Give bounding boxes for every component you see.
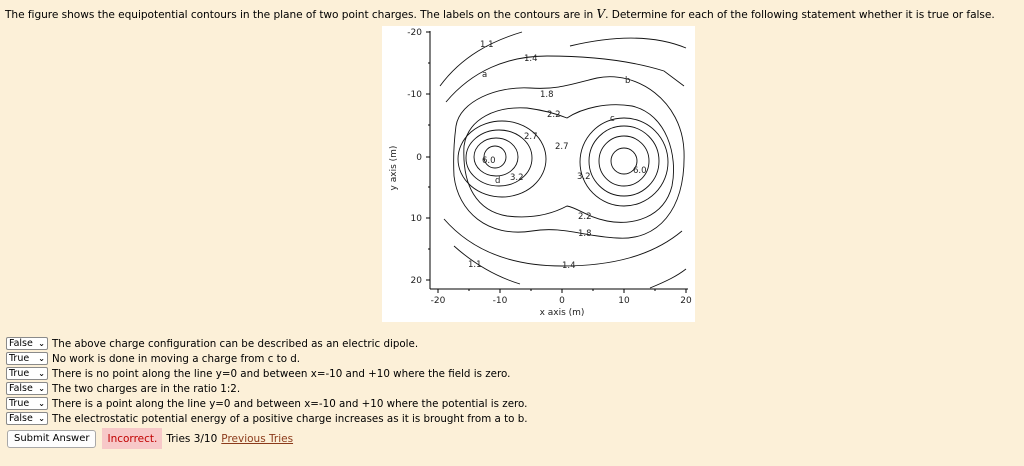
- y-ticks: [426, 32, 430, 280]
- y-tick-label: -20: [407, 28, 422, 38]
- chevron-down-icon: ⌄: [38, 399, 45, 408]
- statement-text: The electrostatic potential energy of a positive charge increases as it is brought from a to b.: [52, 412, 528, 425]
- statement-row: [6, 336, 528, 351]
- y-tick-label: 0: [416, 153, 422, 163]
- statement-row: [6, 351, 528, 366]
- statement-row: [6, 381, 528, 396]
- answer-select[interactable]: [6, 412, 48, 425]
- statement-list: [6, 336, 528, 426]
- statement-text: No work is done in moving a charge from c to d.: [52, 352, 301, 365]
- chevron-down-icon: ⌄: [38, 414, 45, 423]
- contour-label: 6.0: [482, 156, 496, 166]
- contour-4-left: [474, 138, 518, 176]
- contour-label: 1.8: [578, 229, 592, 239]
- status-badge: Incorrect.: [102, 428, 162, 449]
- x-tick-label: 20: [680, 296, 692, 306]
- question-text: [5, 7, 1020, 21]
- tries-count: Tries 3/10: [166, 432, 218, 445]
- answer-select[interactable]: [6, 337, 48, 350]
- chevron-down-icon: ⌄: [38, 384, 45, 393]
- contour-label: 1.4: [562, 261, 576, 271]
- contour-1-4-bottom: [444, 219, 682, 266]
- point-label-d: d: [495, 176, 501, 186]
- chevron-down-icon: ⌄: [38, 369, 45, 378]
- contour-labels: [468, 40, 647, 271]
- x-tick-label: 10: [618, 296, 630, 306]
- x-tick-label: -20: [430, 296, 446, 306]
- point-label-c: c: [610, 114, 615, 124]
- contour-label: 1.4: [524, 54, 538, 64]
- contour-outer-bottom-right: [650, 269, 686, 288]
- statement-text: There is a point along the line y=0 and between x=-10 and +10 where the potential is zero.: [52, 397, 528, 410]
- contour-label: 2.7: [555, 142, 569, 152]
- answer-select[interactable]: [6, 397, 48, 410]
- contour-label: 1.8: [540, 90, 554, 100]
- y-tick-label: -10: [407, 90, 422, 100]
- y-tick-label: 10: [410, 214, 422, 224]
- equipotential-plot: [382, 26, 695, 322]
- submit-answer-button[interactable]: Submit Answer: [7, 430, 96, 448]
- contour-4-right: [599, 136, 649, 186]
- contour-label: 2.2: [578, 212, 592, 222]
- contour-plot-svg: [382, 26, 695, 322]
- x-axis-label: x axis (m): [539, 308, 585, 318]
- contour-2-7-right: [580, 118, 668, 206]
- contour-label: 6.0: [633, 166, 647, 176]
- answer-select[interactable]: [6, 367, 48, 380]
- contour-label: 3.2: [577, 172, 591, 182]
- question-text-after: . Determine for each of the following statement whether it is true or false.: [605, 9, 995, 21]
- y-axis-label: y axis (m): [389, 145, 399, 191]
- contour-3-2-right: [589, 126, 659, 196]
- question-text-before: The figure shows the equipotential contours in the plane of two point charges. The labels on the contours are in: [5, 9, 597, 21]
- answer-select-value: True: [9, 398, 30, 409]
- contour-label: 2.7: [524, 132, 538, 142]
- answer-select[interactable]: [6, 352, 48, 365]
- answer-select[interactable]: [6, 382, 48, 395]
- statement-row: [6, 366, 528, 381]
- chevron-down-icon: ⌄: [38, 354, 45, 363]
- statement-text: The two charges are in the ratio 1:2.: [52, 382, 241, 395]
- x-ticks: [438, 289, 686, 293]
- contour-label: 1.1: [480, 40, 494, 50]
- point-label-a: a: [482, 70, 488, 80]
- equipotential-contours: [440, 32, 686, 288]
- statement-text: There is no point along the line y=0 and between x=-10 and +10 where the field is zero.: [52, 367, 511, 380]
- answer-select-value: False: [9, 413, 33, 424]
- y-tick-label: 20: [410, 276, 422, 286]
- contour-outer-top-right: [570, 38, 686, 48]
- x-tick-label: -10: [492, 296, 508, 306]
- point-label-b: b: [625, 76, 631, 86]
- contour-label: 3.2: [510, 173, 524, 183]
- answer-select-value: False: [9, 338, 33, 349]
- statement-text: The above charge configuration can be described as an electric dipole.: [52, 337, 419, 350]
- statement-row: [6, 396, 528, 411]
- chevron-down-icon: ⌄: [38, 339, 45, 348]
- x-tick-label: 0: [559, 296, 565, 306]
- question-unit: V: [596, 7, 606, 21]
- statement-row: [6, 411, 528, 426]
- answer-select-value: False: [9, 383, 33, 394]
- previous-tries-link[interactable]: Previous Tries: [221, 432, 294, 445]
- answer-select-value: True: [9, 353, 30, 364]
- submit-row: [7, 428, 293, 449]
- contour-label: 1.1: [468, 260, 482, 270]
- contour-label: 2.2: [547, 110, 561, 120]
- answer-select-value: True: [9, 368, 30, 379]
